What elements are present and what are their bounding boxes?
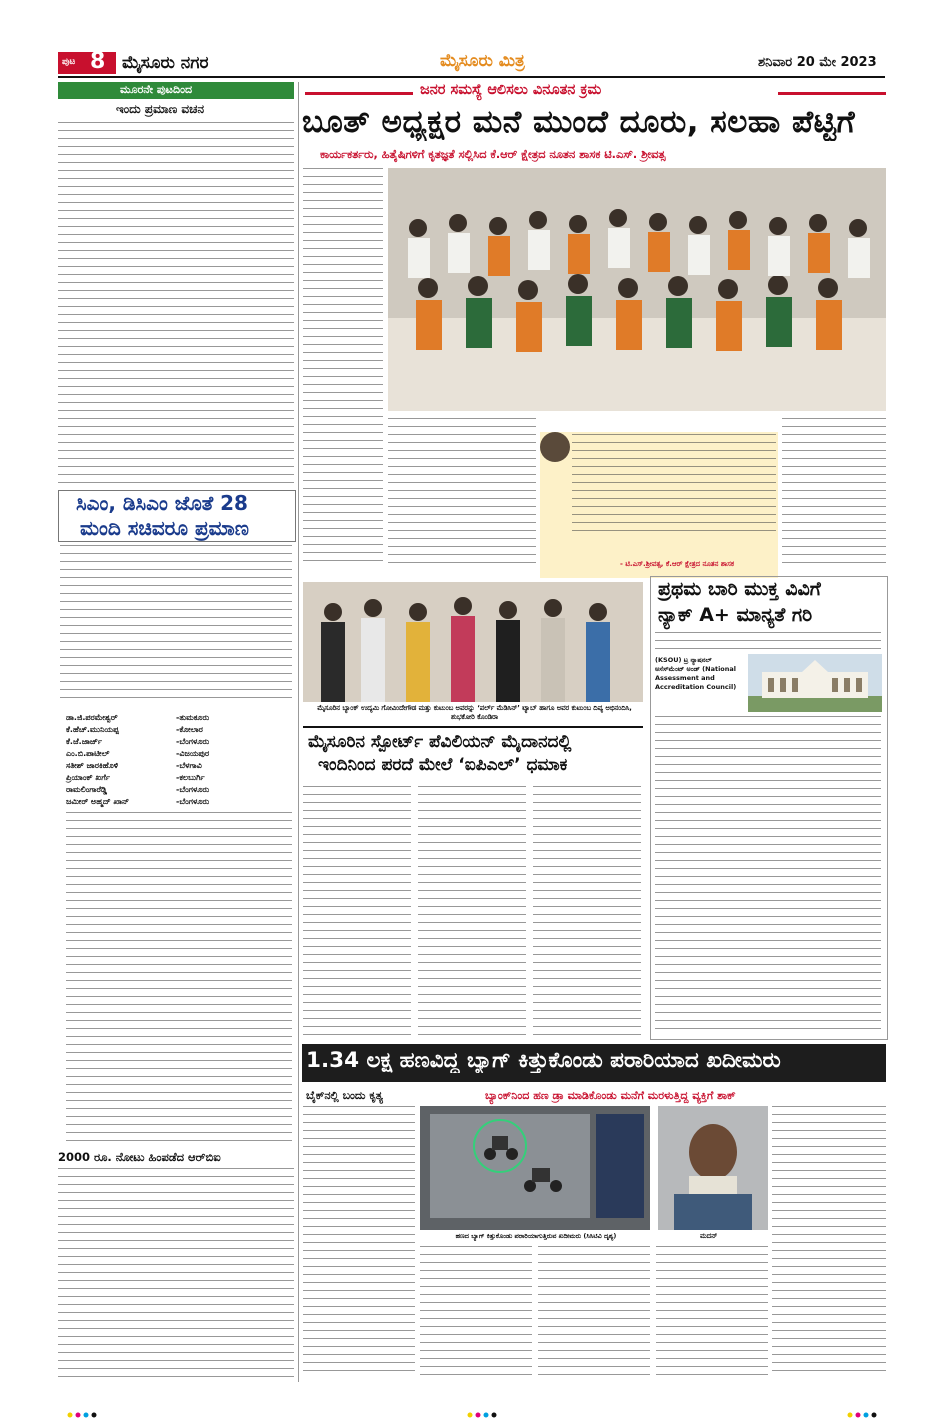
main-col1-text <box>303 168 383 568</box>
minister-place: -ಬೆಂಗಳೂರು <box>176 797 210 806</box>
section-name: ಮೈಸೂರು ನಗರ <box>122 53 209 73</box>
paper-name: ಮೈಸೂರು ಮಿತ್ರ <box>440 51 525 71</box>
felicitation-photo <box>303 582 643 702</box>
minister-row <box>66 736 292 748</box>
note-2000-title: 2000 ರೂ. ನೋಟು ಹಿಂಪಡೆದ ಆರ್‌ಬಿಐ <box>58 1150 221 1164</box>
theft-headline: 1.34 ಲಕ್ಷ ಹಣವಿದ್ದ ಬ್ಯಾಗ್ ಕಿತ್ತುಕೊಂಡು ಪರಾರಿಯಾದ ಖದೀಮರು <box>306 1048 781 1073</box>
naac-inline-english: (KSOU) ಟ್ರ ನ್ಯಾಷನಲ್ ಅಸೆಸ್‌ಮೆಂಟ್ ಅಂಡ್ (National Assessment and Accreditation Council) <box>655 656 737 691</box>
note-2000-body <box>58 1168 294 1380</box>
minister-name: ಕೆ.ಹೆಚ್.ಮುನಿಯಪ್ಪ <box>66 725 119 734</box>
felicitation-caption: ಮೈಸೂರಿನ ಬ್ಯಾಂಕ್ ಉದ್ಯಮಿ ಗೋವಿಂದೇಗೌಡ ಮತ್ತು ಕುಟುಂಬ ಅವರನ್ನು ‘ಪರ್ಲ್ ಮೆಡಿಸಿನ್’ ಟ್ಯಾಬ್ ಹಾಗೂ ಅವರ ಕುಟುಂಬ ದಿವ್ಯ ಅಭಿನಂದಿಸಿ, ಶುಭಕೋರಿ ಕೊಂಡಿರಾ <box>317 704 632 721</box>
naac-body-intro <box>655 632 881 652</box>
cctv-photo <box>420 1106 650 1230</box>
minister-place: -ತುಮಕೂರು <box>176 713 210 722</box>
ministers-title-line2: ಮಂದಿ ಸಚಿವರೂ ಪ್ರಮಾಣ <box>80 516 249 540</box>
ministers-body-text <box>60 545 292 705</box>
quote-avatar <box>540 432 570 462</box>
minister-row <box>66 724 292 736</box>
main-kicker: ಜನರ ಸಮಸ್ಯೆ ಆಲಿಸಲು ವಿನೂತನ ಕ್ರಮ <box>420 82 602 98</box>
ipl-body-col2 <box>418 786 526 1038</box>
minister-row <box>66 760 292 772</box>
theft-sub-right: ಬ್ಯಾಂಕ್‌ನಿಂದ ಹಣ ಡ್ರಾ ಮಾಡಿಕೊಂಡು ಮನೆಗೆ ಮರಳುತ್ತಿದ್ದ ವ್ಯಕ್ತಿಗೆ ಶಾಕ್ <box>485 1089 736 1102</box>
ksou-building-photo <box>748 654 882 712</box>
theft-col4-text <box>656 1246 768 1376</box>
continued-banner-text: ಮೂರನೇ ಪುಟದಿಂದ <box>120 83 193 96</box>
main-headline: ಬೂತ್ ಅಧ್ಯಕ್ಷರ ಮನೆ ಮುಂದೆ ದೂರು, ಸಲಹಾ ಪೆಟ್ಟಿಗೆ <box>302 104 856 140</box>
footer-registration-marks <box>60 1404 885 1412</box>
minister-place: -ಬೆಳಗಾವಿ <box>176 761 202 770</box>
theft-sub-left: ಬೈಕ್‌ನಲ್ಲಿ ಬಂದು ಕೃತ್ಯ <box>306 1089 383 1102</box>
main-subhead: ಕಾರ್ಯಕರ್ತರು, ಹಿತೈಷಿಗಳಿಗೆ ಕೃತಜ್ಞತೆ ಸಲ್ಲಿಸಿದ ಕೆ.ಆರ್ ಕ್ಷೇತ್ರದ ನೂತನ ಶಾಸಕ ಟಿ.ಎಸ್. ಶ್ರೀವತ್ಸ <box>320 148 666 161</box>
minister-row <box>66 748 292 760</box>
quote-text <box>572 434 776 532</box>
naac-headline-line1: ಪ್ರಥಮ ಬಾರಿ ಮುಕ್ತ ವಿವಿಗೆ <box>658 578 821 600</box>
minister-row <box>66 772 292 784</box>
minister-place: -ವಿಜಯಪುರ <box>176 749 210 758</box>
oath-title: ಇಂದು ಪ್ರಮಾಣ ವಚನ <box>116 102 204 116</box>
ministers-list-continued <box>66 812 292 1142</box>
minister-name: ಪ್ರಿಯಾಂಕ್ ಖರ್ಗೆ <box>66 773 111 782</box>
main-col4-text <box>782 418 886 570</box>
registration-dots <box>60 1411 885 1419</box>
kicker-rule-right <box>778 92 886 95</box>
ipl-body-col3 <box>533 786 641 1038</box>
theft-col3-text <box>538 1246 650 1376</box>
issue-date: ಶನಿವಾರ 20 ಮೇ 2023 <box>758 55 877 70</box>
felicitation-photo-people <box>303 582 643 702</box>
group-photo-crowd <box>388 168 886 411</box>
ministers-title-line1: ಸಿಎಂ, ಡಿಸಿಎಂ ಜೊತೆ 28 <box>76 491 248 515</box>
ipl-body-col1 <box>303 786 411 1038</box>
minister-place: -ಬೆಂಗಳೂರು <box>176 737 210 746</box>
minister-row <box>66 796 292 808</box>
minister-name: ರಾಮಲಿಂಗಾರೆಡ್ಡಿ <box>66 785 107 794</box>
kicker-rule-left <box>305 92 413 95</box>
naac-headline-line2: ನ್ಯಾಕ್ A+ ಮಾನ್ಯತೆ ಗರಿ <box>658 604 813 626</box>
theft-col1-text <box>303 1106 415 1376</box>
minister-name: ಎಂ.ಬಿ.ಪಾಟೀಲ್ <box>66 749 110 758</box>
minister-name: ಡಾ.ಜಿ.ಪರಮೇಶ್ವರ್ <box>66 713 118 722</box>
theft-col-right-text <box>772 1106 886 1376</box>
ksou-building <box>748 654 882 712</box>
naac-body <box>655 716 881 1032</box>
minister-name: ಸತೀಶ್ ಜಾರಕಿಹೊಳಿ <box>66 761 119 770</box>
ipl-headline-rule <box>303 726 643 728</box>
minister-row <box>66 712 292 724</box>
page-label: ಪುಟ <box>62 57 76 67</box>
minister-place: -ಕೋಲಾರ <box>176 725 203 734</box>
ipl-headline-line2: ಇಂದಿನಿಂದ ಪರದೆ ಮೇಲೆ ‘ಐಪಿಎಲ್’ ಧಮಾಕ <box>318 755 568 775</box>
main-col2-text <box>388 418 536 570</box>
page-number: 8 <box>90 49 106 74</box>
theft-col2-text <box>420 1246 532 1376</box>
minister-place: -ಬೆಂಗಳೂರು <box>176 785 210 794</box>
quote-byline: - ಟಿ.ಎಸ್.ಶ್ರೀವತ್ಸ, ಕೆ.ಆರ್ ಕ್ಷೇತ್ರದ ನೂತನ ಶಾಸಕ <box>620 560 735 568</box>
minister-row <box>66 784 292 796</box>
victim-caption: ಮದನ್ <box>700 1232 718 1240</box>
group-photo <box>388 168 886 411</box>
minister-name: ಜಮೀರ್ ಅಹ್ಮದ್ ಖಾನ್ <box>66 797 130 806</box>
ipl-headline-line1: ಮೈಸೂರಿನ ಸ್ಪೋರ್ಟ್ ಪೆವಿಲಿಯನ್ ಮೈದಾನದಲ್ಲಿ <box>308 732 572 752</box>
ministers-list <box>66 712 292 808</box>
minister-place: -ಕಲಬುರ್ಗಿ <box>176 773 205 782</box>
victim-portrait <box>658 1106 768 1230</box>
cctv-frame <box>420 1106 650 1230</box>
oath-body-text <box>58 122 294 486</box>
cctv-caption: ಹಣದ ಬ್ಯಾಗ್ ಕಿತ್ತುಕೊಂಡು ಪರಾರಿಯಾಗುತ್ತಿರುವ ಖದೀಮರು (ಸಿಸಿಟಿವಿ ದೃಶ್ಯ) <box>455 1232 617 1240</box>
left-column-divider <box>298 82 299 1382</box>
victim-portrait-figure <box>658 1106 768 1230</box>
minister-name: ಕೆ.ಜೆ.ಜಾರ್ಜ್ <box>66 737 103 746</box>
masthead-rule <box>58 76 885 78</box>
